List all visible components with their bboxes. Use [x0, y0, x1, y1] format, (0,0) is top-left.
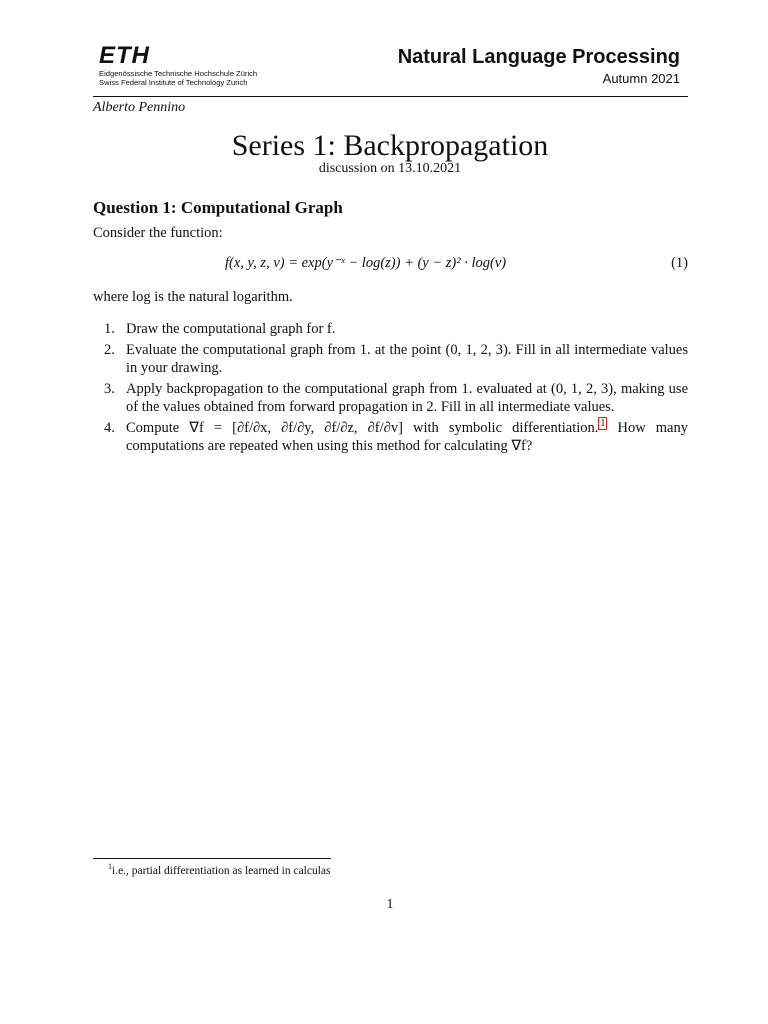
list-item [104, 341, 688, 378]
footnote-link[interactable]: 1 [600, 417, 606, 429]
item-text-before: Compute ∇f = [∂f/∂x, ∂f/∂y, ∂f/∂z, ∂f/∂v] with symbolic differentiation. [126, 419, 599, 436]
item-text-after: How many computations are repeated when using this method for calculating ∇f? [126, 419, 688, 454]
logo-subtitle-german: Eidgenössische Technische Hochschule Zürich [99, 69, 258, 78]
equation-note: where log is the natural logarithm. [93, 289, 293, 305]
item-number: 2. [104, 341, 115, 358]
author-name: Alberto Pennino [93, 100, 186, 115]
question-lead: Consider the function: [93, 225, 223, 241]
item-number: 3. [104, 380, 115, 397]
question-heading: Question 1: Computational Graph [93, 198, 343, 217]
page-title: Series 1: Backpropagation [231, 129, 549, 162]
footnote-mark: 1 [108, 862, 112, 871]
item-text: Draw the computational graph for f. [126, 321, 336, 337]
list-item [104, 320, 688, 339]
list-item [104, 380, 688, 417]
item-number: 4. [104, 419, 115, 436]
eth-logo: ETH [99, 42, 150, 69]
footnote-rule [93, 858, 331, 859]
course-title: Natural Language Processing [397, 46, 680, 68]
equation-number: (1) [671, 255, 688, 271]
equation: f(x, y, z, v) = exp(y⁻ˣ − log(z)) + (y − z)² · log(v) [225, 255, 507, 271]
footnote [108, 862, 331, 877]
footnote-text: i.e., partial differentiation as learned in calculas [112, 864, 331, 877]
item-text: Evaluate the computational graph from 1. at the point (0, 1, 2, 3). Fill in all intermediate values in your drawing. [126, 341, 688, 376]
term-label: Autumn 2021 [602, 71, 680, 86]
page-number: 1 [386, 897, 394, 912]
task-list [104, 320, 688, 458]
discussion-date: discussion on 13.10.2021 [318, 161, 462, 176]
item-number: 1. [104, 321, 115, 337]
list-item [104, 419, 688, 456]
logo-subtitle-english: Swiss Federal Institute of Technology Zurich [99, 78, 248, 87]
header-rule [93, 96, 688, 97]
item-text: Apply backpropagation to the computational graph from 1. evaluated at (0, 1, 2, 3), making use of the values obtained from forward propagation in 2. Fill in all intermediate values. [126, 380, 688, 415]
